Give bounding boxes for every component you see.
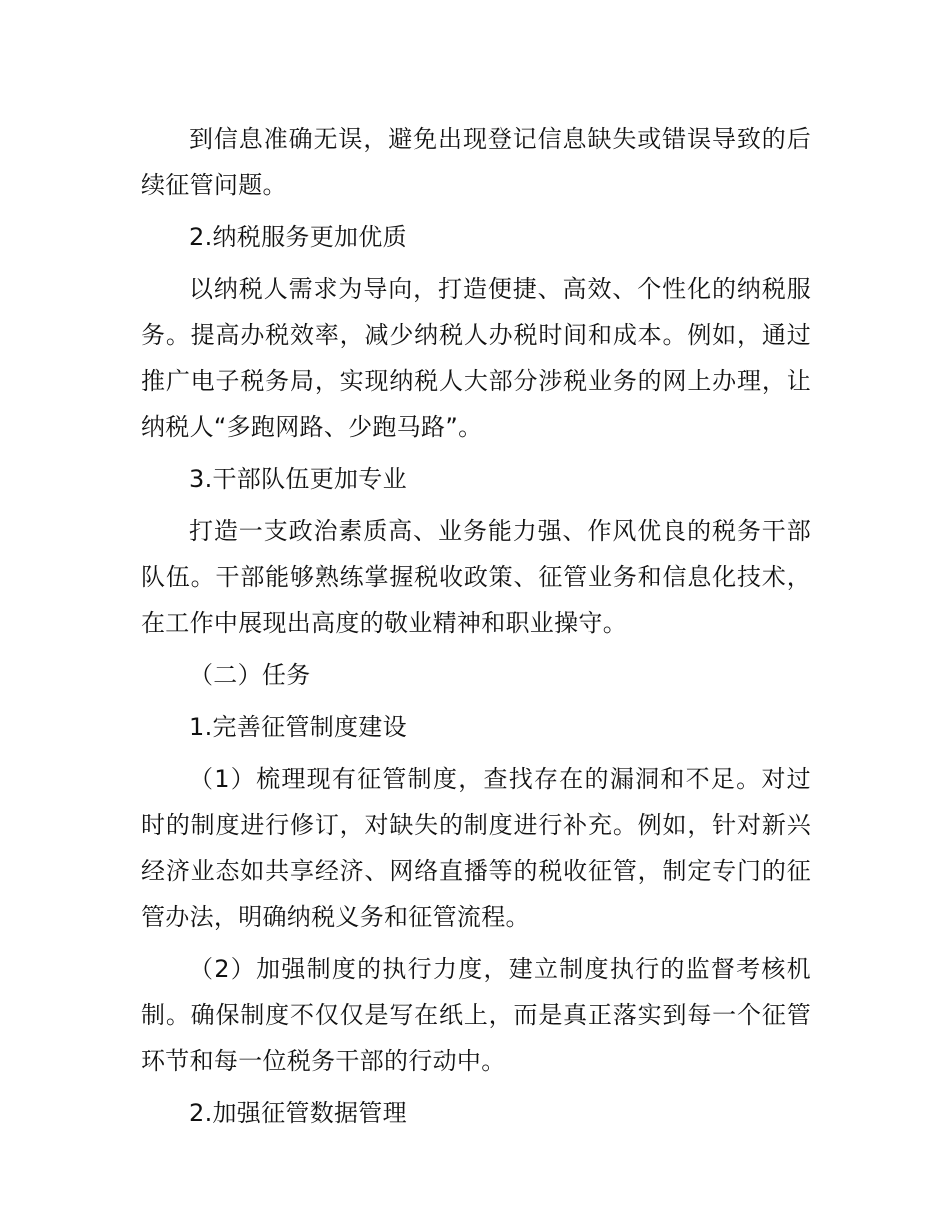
heading-data-management: 2.加强征管数据管理 [189, 1099, 407, 1127]
paragraph-team: 打造一支政治素质高、业务能力强、作风优良的税务干部队伍。干部能够熟练掌握税收政策、征管业务和信息化技术，在工作中展现出高度的敬业精神和职业操守。 [141, 517, 811, 637]
paragraph-service: 以纳税人需求为导向，打造便捷、高效、个性化的纳税服务。提高办税效率，减少纳税人办税时间和成本。例如，通过推广电子税务局，实现纳税人大部分涉税业务的网上办理，让纳税人“多跑网路、少跑马路”。 [141, 275, 811, 441]
document-body [141, 116, 811, 1142]
heading-professional-team: 3.干部队伍更加专业 [189, 465, 407, 493]
heading-service-quality: 2.纳税服务更加优质 [189, 223, 407, 251]
heading-improve-system: 1.完善征管制度建设 [189, 713, 407, 741]
paragraph-task-1: （1）梳理现有征管制度，查找存在的漏洞和不足。对过时的制度进行修订，对缺失的制度进行补充。例如，针对新兴经济业态如共享经济、网络直播等的税收征管，制定专门的征管办法，明确纳税义务和征管流程。 [141, 765, 811, 931]
paragraph-task-2: （2）加强制度的执行力度，建立制度执行的监督考核机制。确保制度不仅仅是写在纸上，而是真正落实到每一个征管环节和每一位税务干部的行动中。 [141, 955, 811, 1075]
paragraph-continuation: 到信息准确无误，避免出现登记信息缺失或错误导致的后续征管问题。 [141, 125, 811, 199]
section-heading-tasks: （二）任务 [189, 661, 311, 689]
